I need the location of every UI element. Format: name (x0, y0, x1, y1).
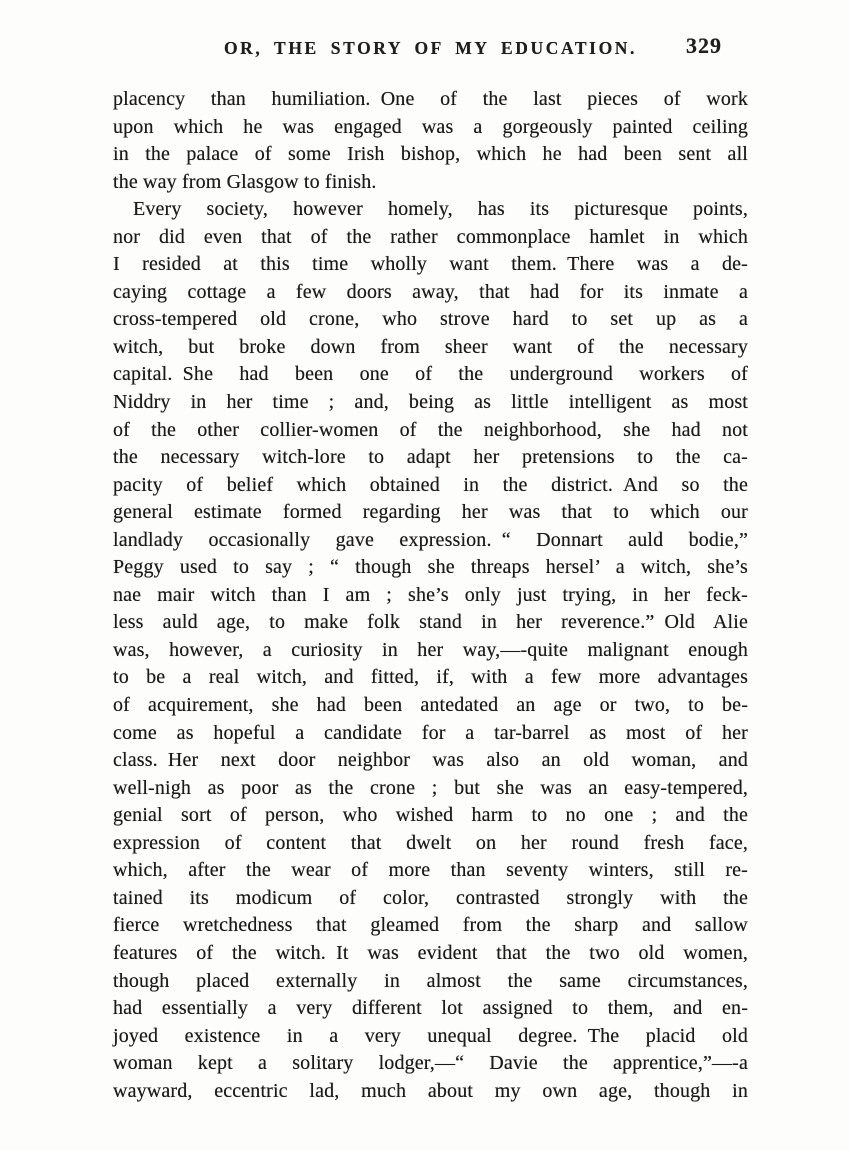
text-line: in the palace of some Irish bishop, which he had been sent all (113, 143, 748, 166)
text-line: fierce wretchedness that gleamed from the sharp and sallow (113, 914, 748, 937)
running-title: OR, THE STORY OF MY EDUCATION. (223, 38, 638, 58)
paragraph (113, 86, 748, 196)
text-line: though placed externally in almost the same circumstances, (113, 969, 748, 992)
text-line: expression of content that dwelt on her round fresh face, (113, 831, 748, 854)
text-line: features of the witch. It was evident that the two old women, (113, 941, 748, 964)
text-line: general estimate formed regarding her was that to which our (113, 501, 748, 524)
text-line: capital. She had been one of the underground workers of (113, 363, 748, 386)
text-line: had essentially a very different lot assigned to them, and en- (113, 997, 748, 1020)
text-line: to be a real witch, and fitted, if, with a few more advantages (113, 666, 748, 689)
text-line: was, however, a curiosity in her way,—-quite malignant enough (113, 638, 748, 661)
text-line: tained its modicum of color, contrasted strongly with the (113, 886, 748, 909)
text-line: genial sort of person, who wished harm to no one ; and the (113, 804, 748, 827)
text-line: I resided at this time wholly want them. There was a de- (113, 253, 748, 276)
text-line: the necessary witch-lore to adapt her pretensions to the ca- (113, 446, 748, 469)
text-line: landlady occasionally gave expression. “ Donnart auld bodie,” (113, 528, 748, 551)
text-line: caying cottage a few doors away, that had for its inmate a (113, 280, 748, 303)
text-line: which, after the wear of more than seventy winters, still re- (113, 859, 748, 882)
text-line: well-nigh as poor as the crone ; but she was an easy-tempered, (113, 776, 748, 799)
text-line: Niddry in her time ; and, being as little intelligent as most (113, 391, 748, 414)
text-line: class. Her next door neighbor was also an old woman, and (113, 749, 748, 772)
text-line: Every society, however homely, has its picturesque points, (133, 198, 748, 221)
text-line: cross-tempered old crone, who strove hard to set up as a (113, 308, 748, 331)
text-line: placency than humiliation. One of the last pieces of work (113, 88, 748, 110)
page-body (113, 86, 748, 1105)
page-header (113, 38, 748, 68)
text-line: witch, but broke down from sheer want of the necessary (113, 335, 748, 358)
text-line: less auld age, to make folk stand in her reverence.” Old Alie (113, 611, 748, 634)
text-line: of acquirement, she had been antedated an age or two, to be- (113, 694, 748, 717)
text-line: come as hopeful a candidate for a tar-barrel as most of her (113, 721, 748, 744)
text-line: upon which he was engaged was a gorgeously painted ceiling (113, 115, 748, 138)
paragraph (113, 196, 748, 1105)
text-line: joyed existence in a very unequal degree. The placid old (113, 1024, 748, 1047)
text-line: pacity of belief which obtained in the district. And so the (113, 473, 748, 496)
text-line: the way from Glasgow to finish. (113, 170, 377, 193)
text-line: nor did even that of the rather commonplace hamlet in which (113, 225, 748, 248)
text-line: Peggy used to say ; “ though she threaps hersel’ a witch, she’s (113, 556, 748, 579)
text-line: of the other collier-women of the neighborhood, she had not (113, 418, 748, 441)
page-number: 329 (686, 33, 722, 58)
text-line: woman kept a solitary lodger,—“ Davie the apprentice,”—-a (113, 1052, 748, 1075)
text-line: nae mair witch than I am ; she’s only just trying, in her feck- (113, 583, 748, 606)
text-line: wayward, eccentric lad, much about my own age, though in (113, 1079, 748, 1102)
